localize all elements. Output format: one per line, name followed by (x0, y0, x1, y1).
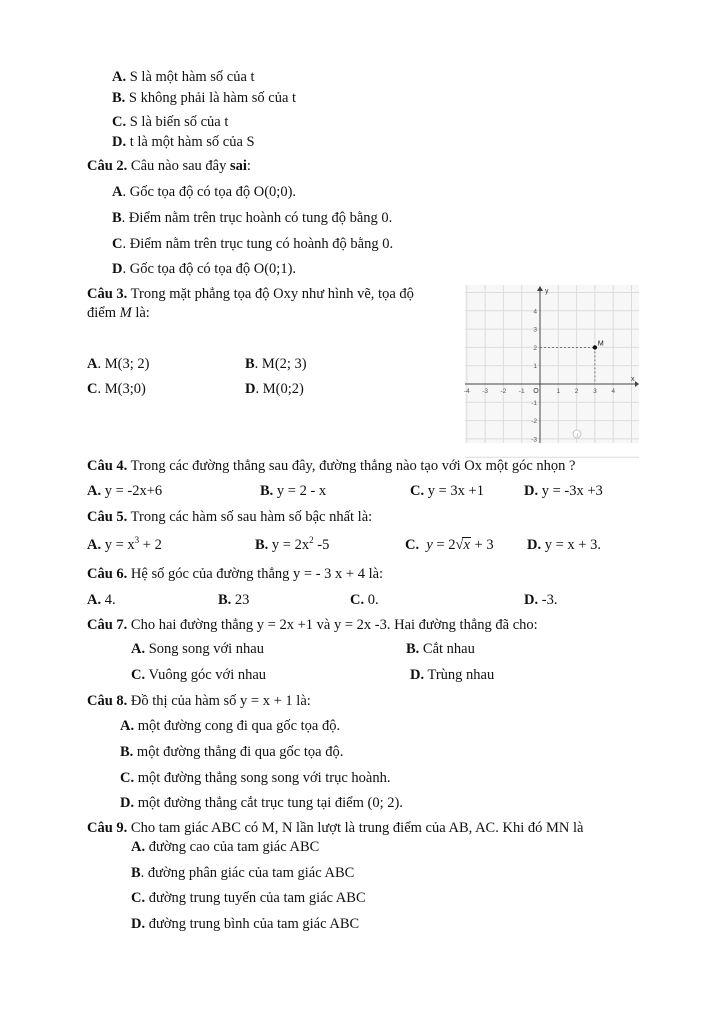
y-tick-label: 2 (533, 344, 537, 352)
y-tick-label: 3 (533, 326, 537, 334)
q1-option-a: A. S là một hàm số của t (112, 69, 255, 85)
q8-option-c: C. một đường thẳng song song với trục hoành. (120, 770, 391, 786)
q9-prompt: Câu 9. Cho tam giác ABC có M, N lần lượt là trung điểm của AB, AC. Khi đó MN là (87, 820, 584, 836)
q4-prompt: Câu 4. Trong các đường thẳng sau đây, đường thẳng nào tạo với Ox một góc nhọn ? (87, 458, 576, 474)
y-tick-label: -1 (531, 399, 537, 407)
q8-option-b: B. một đường thẳng đi qua gốc tọa độ. (120, 744, 344, 760)
q6-option-c: C. 0. (350, 592, 379, 608)
download-arrow-glyph: ↓ (575, 432, 579, 439)
q5-option-a: A. $y = x^3 + 2$ (87, 535, 162, 553)
q3-option-d: D. M(0;2) (245, 381, 304, 397)
q7-option-c: C. Vuông góc với nhau (131, 667, 267, 683)
coordinate-graph (465, 285, 639, 443)
q5-option-d: D. y = x + 3. (527, 537, 601, 553)
q1-option-b: B. S không phải là hàm số của t (112, 90, 297, 106)
q2-option-a: A. Gốc tọa độ có tọa độ O(0;0). (112, 184, 297, 200)
x-tick-label: 1 (556, 388, 561, 395)
q1-option-d: D. t là một hàm số của S (112, 134, 255, 150)
q3-option-b: B. M(2; 3) (245, 356, 307, 372)
q3-prompt-line2: điểm M là: (87, 305, 150, 321)
point-m-label: M (597, 340, 604, 348)
q5-option-b: B. $y = 2x^2$ -5 (255, 535, 330, 553)
q6-option-d: D. -3. (524, 592, 558, 608)
q3-option-c: C. M(3;0) (87, 381, 146, 397)
x-tick-label: -1 (518, 388, 525, 395)
q3-option-a: A. M(3; 2) (87, 356, 150, 372)
q4-option-a: A. y = -2x+6 (87, 483, 163, 499)
q7-option-d: D. Trùng nhau (410, 667, 495, 683)
y-tick-label: 4 (533, 308, 537, 316)
q6-option-b: B. 23 (218, 592, 250, 608)
origin-label: O (533, 388, 539, 395)
q2-option-d: D. Gốc tọa độ có tọa độ O(0;1). (112, 261, 297, 277)
x-axis-label: x (631, 376, 635, 383)
q9-option-b: B. đường phân giác của tam giác ABC (131, 865, 355, 881)
x-tick-label: 4 (611, 388, 616, 395)
q6-prompt: Câu 6. Hệ số góc của đường thẳng y = - 3 x + 4 là: (87, 566, 384, 582)
x-tick-label: -2 (500, 388, 507, 395)
q9-option-c: C. đường trung tuyến của tam giác ABC (131, 890, 366, 906)
q5-option-c: C. y = 2√x + 3 (405, 537, 494, 553)
q6-option-a: A. 4. (87, 592, 116, 608)
sqrt-sign: √ (455, 537, 464, 553)
q9-option-a: A. đường cao của tam giác ABC (131, 839, 320, 855)
q2-prompt: Câu 2. Câu nào sau đây sai: (87, 158, 251, 174)
q5-prompt: Câu 5. Trong các hàm số sau hàm số bậc nhất là: (87, 509, 373, 525)
q4-option-b: B. y = 2 - x (260, 483, 327, 499)
q7-prompt: Câu 7. Cho hai đường thẳng y = 2x +1 và y = 2x -3. Hai đường thẳng đã cho: (87, 617, 538, 633)
q9-option-d: D. đường trung bình của tam giác ABC (131, 916, 360, 932)
x-tick-label: 3 (593, 388, 597, 395)
q2-option-b: B. Điểm nằm trên trục hoành có tung độ bằng 0. (112, 210, 393, 226)
y-tick-label: -2 (531, 418, 537, 426)
q8-prompt: Câu 8. Đồ thị của hàm số y = x + 1 là: (87, 693, 311, 709)
q4-option-d: D. y = -3x +3 (524, 483, 603, 499)
q8-option-a: A. một đường cong đi qua gốc tọa độ. (120, 718, 341, 734)
q8-option-d: D. một đường thẳng cắt trục tung tại điểm (0; 2). (120, 795, 403, 811)
q3-prompt: Câu 3. Trong mặt phẳng tọa độ Oxy như hình vẽ, tọa độ (87, 286, 414, 302)
x-tick-label: -3 (482, 388, 488, 395)
q7-option-b: B. Cắt nhau (406, 641, 475, 657)
y-tick-label: -3 (531, 436, 537, 444)
y-tick-label: 1 (533, 363, 537, 371)
q2-option-c: C. Điểm nằm trên trục tung có hoành độ bằng 0. (112, 236, 394, 252)
q1-option-c: C. S là biến số của t (112, 114, 229, 130)
q4-option-c: C. y = 3x +1 (410, 483, 484, 499)
q7-option-a: A. Song song với nhau (131, 641, 264, 657)
x-tick-label: 2 (574, 388, 579, 395)
x-tick-label: -4 (463, 388, 470, 395)
y-axis-label: y (545, 288, 549, 295)
point-m (593, 345, 597, 349)
